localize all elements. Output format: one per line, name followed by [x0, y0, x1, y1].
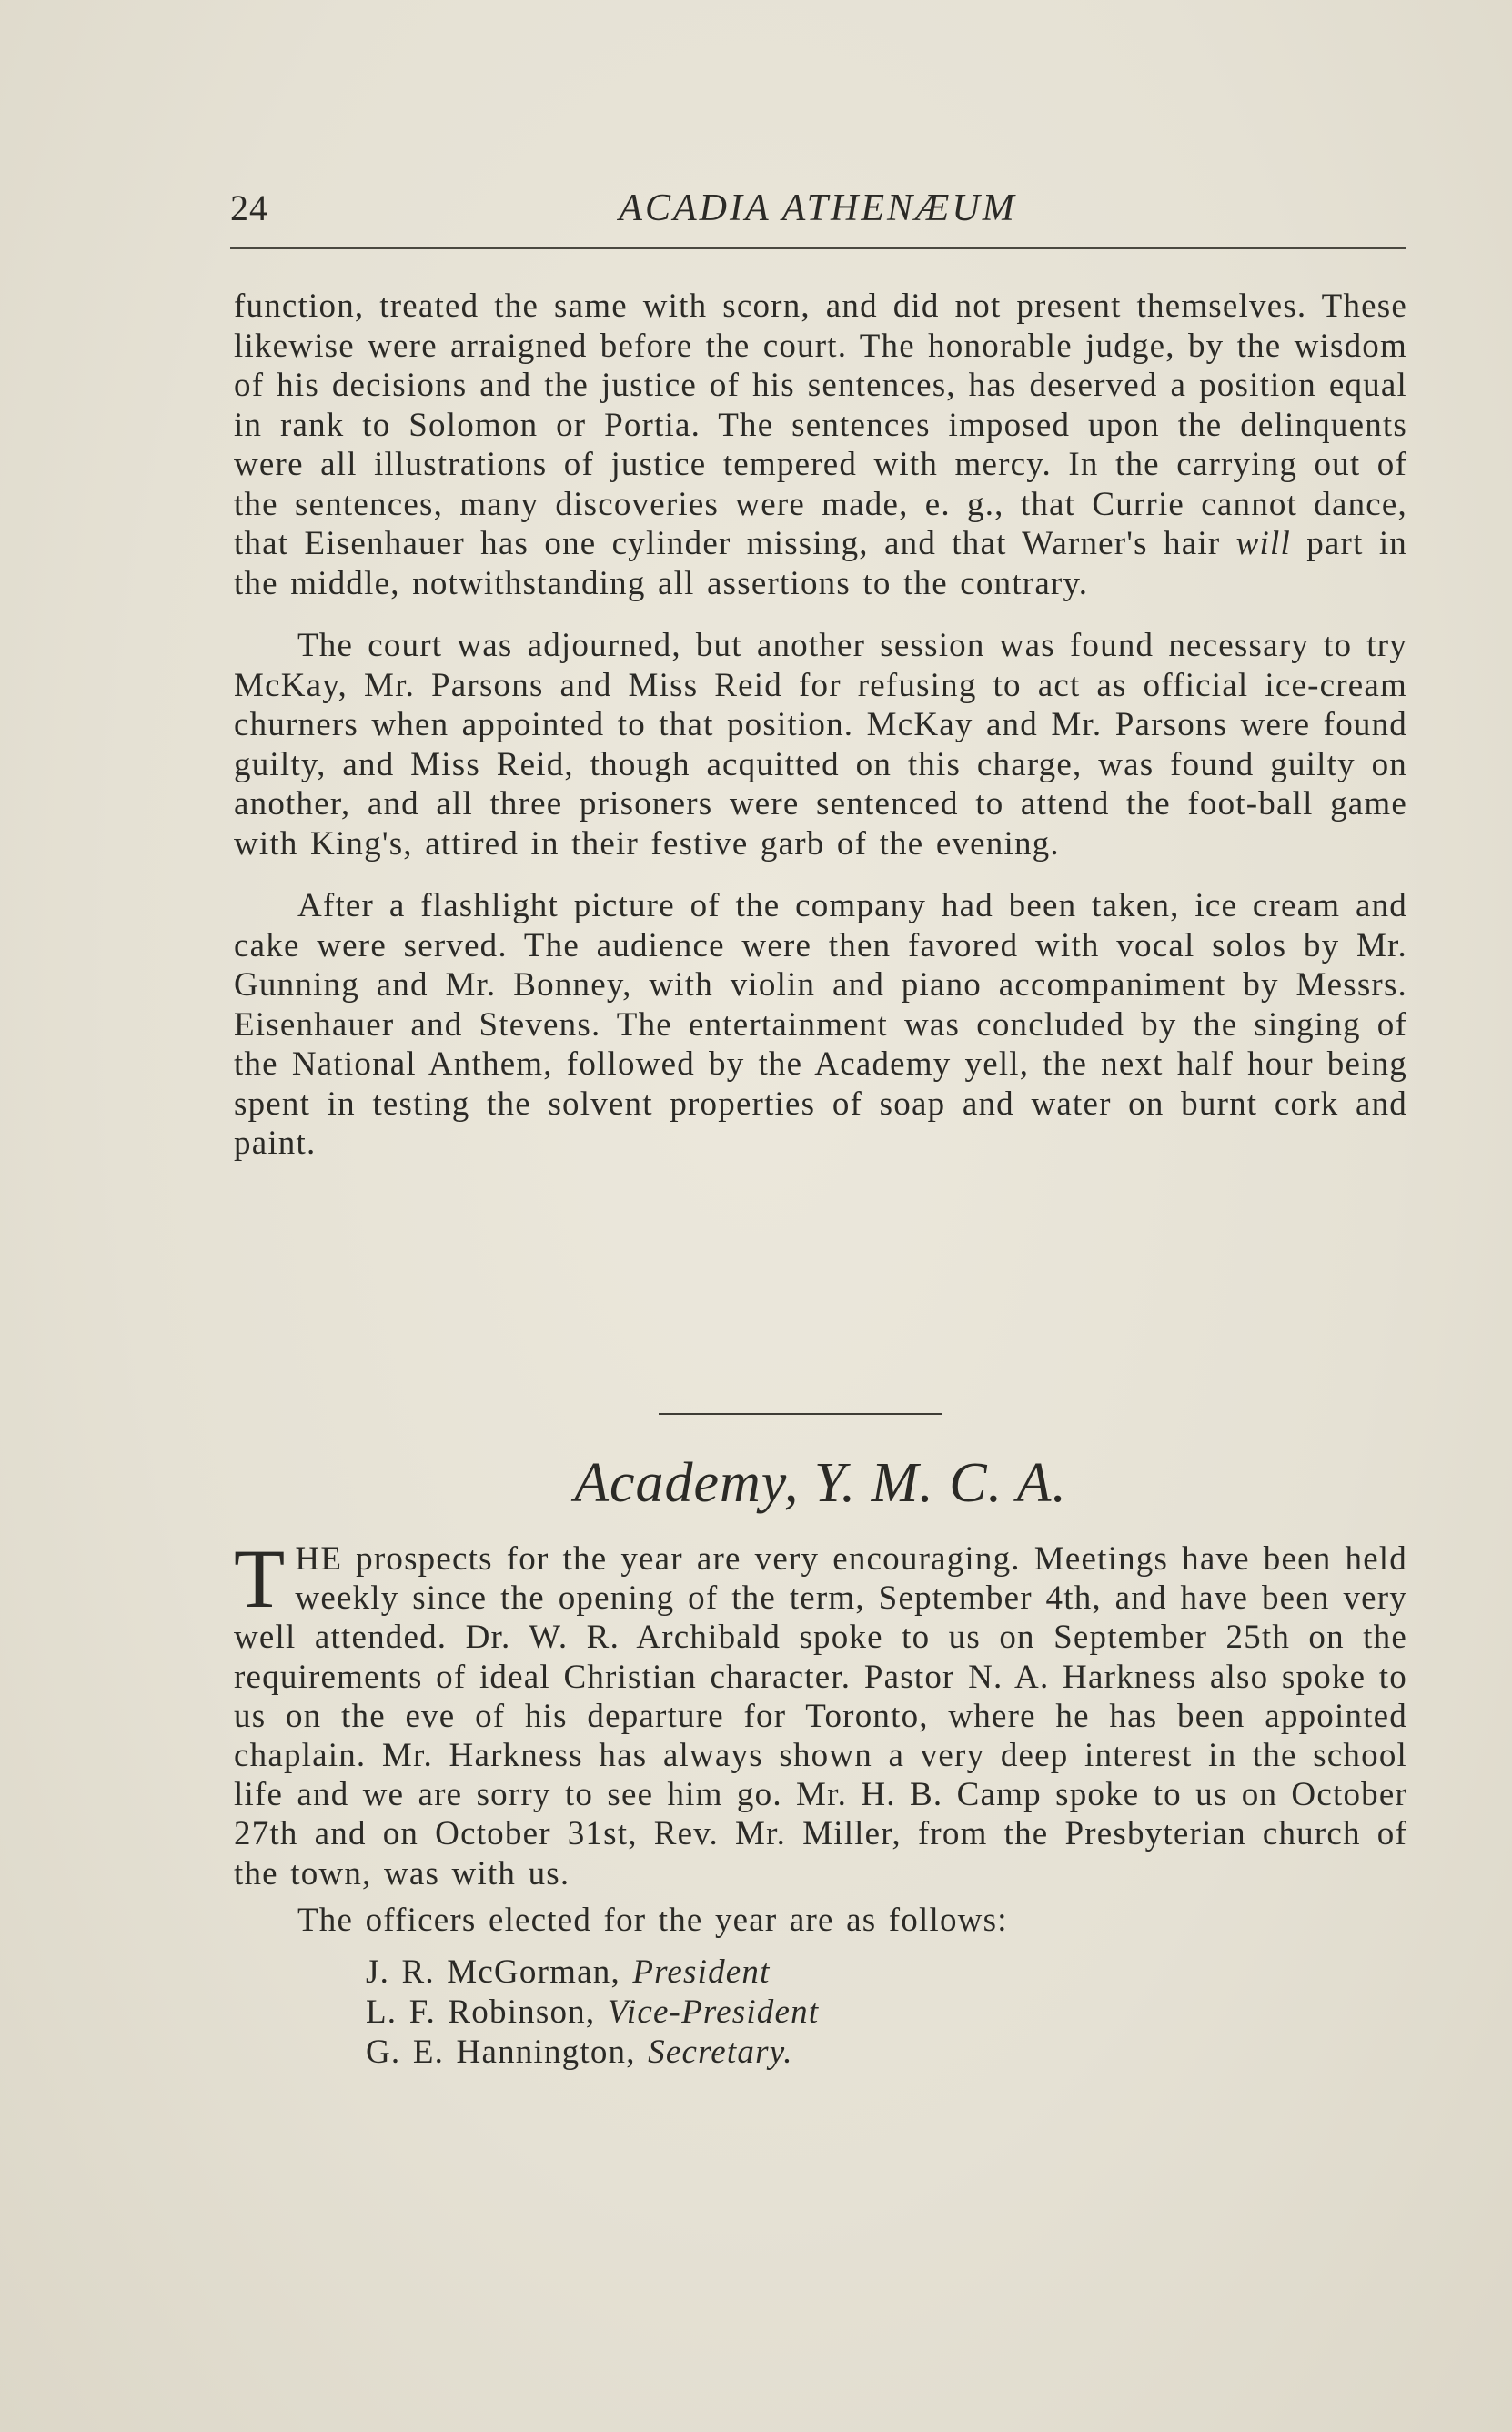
officer-role: Vice-President	[607, 1993, 820, 2032]
officer-name: G. E. Hannington,	[366, 2033, 649, 2072]
section-divider	[659, 1413, 942, 1415]
running-title: ACADIA ATHENÆUM	[619, 187, 1017, 229]
paragraph-2: The court was adjourned, but another session was found necessary to try McKay, Mr. Parsons and Miss Reid for refusing to act as official ice-cream churners when appointed to that position. McKay and Mr. Parsons were found guilty, and Miss Reid, though acquitted on this charge, was found guilty on another, and all three prisoners were sentenced to attend the foot-ball game with King's, attired in their festive garb of the evening.	[234, 627, 1407, 863]
section-paragraph-text: HE prospects for the year are very encouraging. Meetings have been held weekly since the opening of the term, September 4th, and have been very well attended. Dr. W. R. Archibald spoke to us on September 25th on the requirements of ideal Christian character. Pastor N. A. Harkness also spoke to us on the eve of his departure for Toronto, where he has been appointed chaplain. Mr. Harkness has always shown a very deep interest in the school life and we are sorry to see him go. Mr. H. B. Camp spoke to us on October 27th and on October 31st, Rev. Mr. Miller, from the Presbyterian church of the town, was with us.	[234, 1540, 1407, 1892]
page-number: 24	[230, 187, 268, 228]
paragraph-1-text-a: function, treated the same with scorn, and did not present themselves. These likewise were arraigned before the court. The honorable judge, by the wisdom of his decisions and the justice of his sentences, has deserved a position equal in rank to Solomon or Portia. The sentences imposed upon the delinquents were all illustrations of justice tempered with mercy. In the carrying out of the sentences, many discoveries were made, e. g., that Currie cannot dance, that Eisenhauer has one cylinder missing, and that Warner's hair	[234, 288, 1407, 562]
paragraph-1	[234, 287, 1407, 603]
officer-role: President	[632, 1953, 771, 1992]
header-rule	[230, 247, 1406, 249]
paragraph-1-text-b: part in the middle, notwithstanding all assertions to the contrary.	[234, 525, 1408, 602]
drop-cap: T	[234, 1532, 287, 1625]
page-header	[230, 187, 1406, 241]
officer-name: L. F. Robinson,	[366, 1993, 608, 2032]
officer-item	[366, 1953, 1407, 1993]
article-body	[234, 287, 1407, 1186]
section-paragraph	[234, 1532, 1407, 1893]
paragraph-1-emphasis: will	[1235, 525, 1291, 562]
officer-item	[366, 1993, 1407, 2033]
officer-name: J. R. McGorman,	[366, 1953, 633, 1992]
paragraph-3: After a flashlight picture of the company had been taken, ice cream and cake were served. The audience were then favored with vocal solos by Mr. Gunning and Mr. Bonney, with violin and piano accompaniment by Messrs. Eisenhauer and Stevens. The entertainment was concluded by the singing of the National Anthem, followed by the Academy yell, the next half hour being spent in testing the solvent properties of soap and water on burnt cork and paint.	[234, 887, 1407, 1162]
section-body	[234, 1532, 1407, 2073]
officer-list	[366, 1953, 1407, 2073]
section-title: Academy, Y. M. C. A.	[574, 1452, 1067, 1514]
officer-item	[366, 2033, 1407, 2073]
officer-role: Secretary.	[648, 2033, 793, 2072]
officers-intro: The officers elected for the year are as follows:	[297, 1901, 1008, 1939]
